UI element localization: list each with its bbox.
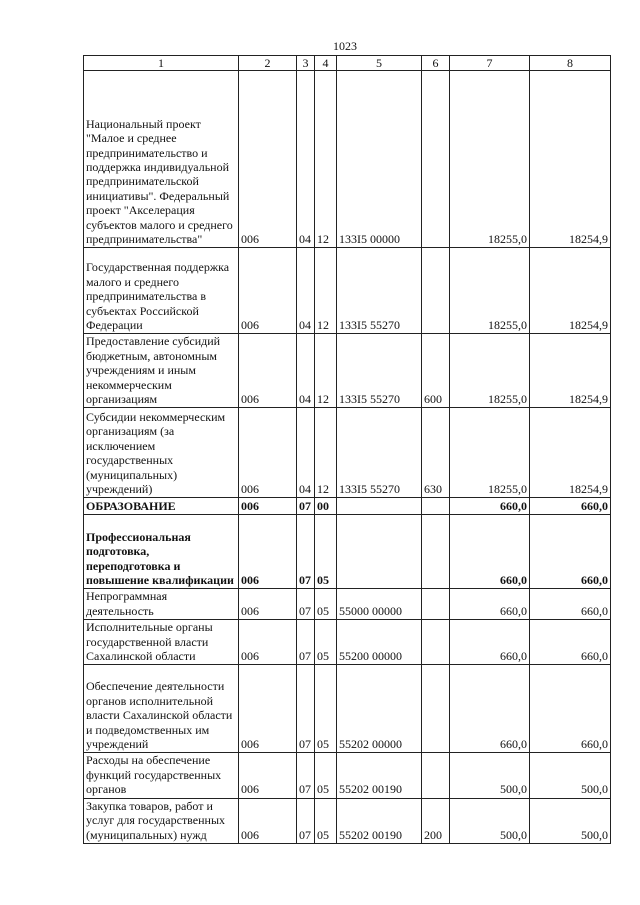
expense-type-cell: 630 — [422, 408, 450, 498]
subsection-code-cell: 05 — [315, 589, 337, 620]
subsection-code-cell: 00 — [315, 498, 337, 515]
row-name-cell: Закупка товаров, работ и услуг для государственных (муниципальных) нужд — [84, 798, 239, 843]
budget-table — [83, 55, 611, 844]
ved-code-cell: 006 — [239, 248, 297, 334]
ved-code-cell: 006 — [239, 798, 297, 843]
ved-code-cell: 006 — [239, 753, 297, 798]
target-article-cell — [337, 515, 422, 589]
section-code-cell: 04 — [297, 71, 315, 248]
target-article-cell: 133I5 00000 — [337, 71, 422, 248]
expense-type-cell — [422, 753, 450, 798]
target-article-cell: 55000 00000 — [337, 589, 422, 620]
table-header-row — [84, 56, 611, 71]
table-row — [84, 248, 611, 334]
table-row — [84, 753, 611, 798]
header-cell: 6 — [422, 56, 450, 71]
row-name-cell: Предоставление субсидий бюджетным, автономным учреждениям и иным некоммерческим организациям — [84, 334, 239, 408]
row-name-cell: Государственная поддержка малого и среднего предпринимательства в субъектах Российской Федерации — [84, 248, 239, 334]
amount-col8-cell: 18254,9 — [530, 71, 611, 248]
expense-type-cell: 200 — [422, 798, 450, 843]
ved-code-cell: 006 — [239, 71, 297, 248]
amount-col8-cell: 18254,9 — [530, 334, 611, 408]
amount-col8-cell: 18254,9 — [530, 248, 611, 334]
target-article-cell: 55200 00000 — [337, 620, 422, 665]
expense-type-cell: 600 — [422, 334, 450, 408]
expense-type-cell — [422, 515, 450, 589]
target-article-cell — [337, 498, 422, 515]
expense-type-cell — [422, 71, 450, 248]
ved-code-cell: 006 — [239, 589, 297, 620]
ved-code-cell: 006 — [239, 334, 297, 408]
header-cell: 3 — [297, 56, 315, 71]
target-article-cell: 133I5 55270 — [337, 248, 422, 334]
section-code-cell: 07 — [297, 515, 315, 589]
amount-col7-cell: 500,0 — [450, 798, 530, 843]
target-article-cell: 133I5 55270 — [337, 334, 422, 408]
row-name-cell: ОБРАЗОВАНИЕ — [84, 498, 239, 515]
row-name-cell: Расходы на обеспечение функций государственных органов — [84, 753, 239, 798]
subsection-code-cell: 05 — [315, 753, 337, 798]
section-code-cell: 07 — [297, 620, 315, 665]
amount-col7-cell: 18255,0 — [450, 334, 530, 408]
table-row — [84, 334, 611, 408]
amount-col7-cell: 660,0 — [450, 665, 530, 753]
amount-col7-cell: 660,0 — [450, 620, 530, 665]
expense-type-cell — [422, 620, 450, 665]
ved-code-cell: 006 — [239, 408, 297, 498]
amount-col8-cell: 660,0 — [530, 515, 611, 589]
header-cell: 2 — [239, 56, 297, 71]
row-name-cell: Национальный проект "Малое и среднее предпринимательство и поддержка индивидуальной предпринимательской инициативы". Федеральный проект "Акселерация субъектов малого и среднего предпринимательства" — [84, 71, 239, 248]
target-article-cell: 55202 00000 — [337, 665, 422, 753]
amount-col8-cell: 660,0 — [530, 665, 611, 753]
subsection-code-cell: 12 — [315, 71, 337, 248]
header-cell: 5 — [337, 56, 422, 71]
row-name-cell: Непрограммная деятельность — [84, 589, 239, 620]
section-code-cell: 04 — [297, 408, 315, 498]
ved-code-cell: 006 — [239, 665, 297, 753]
header-cell: 8 — [530, 56, 611, 71]
ved-code-cell: 006 — [239, 620, 297, 665]
subsection-code-cell: 05 — [315, 620, 337, 665]
page-number: 1023 — [333, 39, 357, 53]
row-name-cell: Обеспечение деятельности органов исполнительной власти Сахалинской области и подведомственных им учреждений — [84, 665, 239, 753]
amount-col8-cell: 18254,9 — [530, 408, 611, 498]
row-name-cell: Исполнительные органы государственной власти Сахалинской области — [84, 620, 239, 665]
amount-col7-cell: 18255,0 — [450, 408, 530, 498]
target-article-cell: 55202 00190 — [337, 753, 422, 798]
table-row — [84, 71, 611, 248]
header-cell: 4 — [315, 56, 337, 71]
table-row — [84, 498, 611, 515]
amount-col7-cell: 18255,0 — [450, 71, 530, 248]
section-code-cell: 04 — [297, 334, 315, 408]
subsection-code-cell: 12 — [315, 248, 337, 334]
target-article-cell: 55202 00190 — [337, 798, 422, 843]
amount-col7-cell: 500,0 — [450, 753, 530, 798]
expense-type-cell — [422, 589, 450, 620]
subsection-code-cell: 12 — [315, 334, 337, 408]
table-row — [84, 589, 611, 620]
ved-code-cell: 006 — [239, 498, 297, 515]
section-code-cell: 07 — [297, 498, 315, 515]
table-row — [84, 620, 611, 665]
subsection-code-cell: 05 — [315, 798, 337, 843]
amount-col7-cell: 660,0 — [450, 498, 530, 515]
section-code-cell: 07 — [297, 753, 315, 798]
section-code-cell: 07 — [297, 798, 315, 843]
amount-col7-cell: 660,0 — [450, 589, 530, 620]
subsection-code-cell: 12 — [315, 408, 337, 498]
ved-code-cell: 006 — [239, 515, 297, 589]
table-row — [84, 408, 611, 498]
row-name-cell: Профессиональная подготовка, переподготовка и повышение квалификации — [84, 515, 239, 589]
table-row — [84, 798, 611, 843]
row-name-cell: Субсидии некоммерческим организациям (за исключением государственных (муниципальных) учреждений) — [84, 408, 239, 498]
amount-col8-cell: 500,0 — [530, 798, 611, 843]
amount-col8-cell: 500,0 — [530, 753, 611, 798]
table-row — [84, 665, 611, 753]
expense-type-cell — [422, 665, 450, 753]
header-cell: 1 — [84, 56, 239, 71]
expense-type-cell — [422, 498, 450, 515]
amount-col8-cell: 660,0 — [530, 498, 611, 515]
table-row — [84, 515, 611, 589]
amount-col7-cell: 18255,0 — [450, 248, 530, 334]
amount-col8-cell: 660,0 — [530, 589, 611, 620]
section-code-cell: 07 — [297, 665, 315, 753]
target-article-cell: 133I5 55270 — [337, 408, 422, 498]
amount-col7-cell: 660,0 — [450, 515, 530, 589]
subsection-code-cell: 05 — [315, 515, 337, 589]
subsection-code-cell: 05 — [315, 665, 337, 753]
header-cell: 7 — [450, 56, 530, 71]
expense-type-cell — [422, 248, 450, 334]
amount-col8-cell: 660,0 — [530, 620, 611, 665]
section-code-cell: 07 — [297, 589, 315, 620]
section-code-cell: 04 — [297, 248, 315, 334]
